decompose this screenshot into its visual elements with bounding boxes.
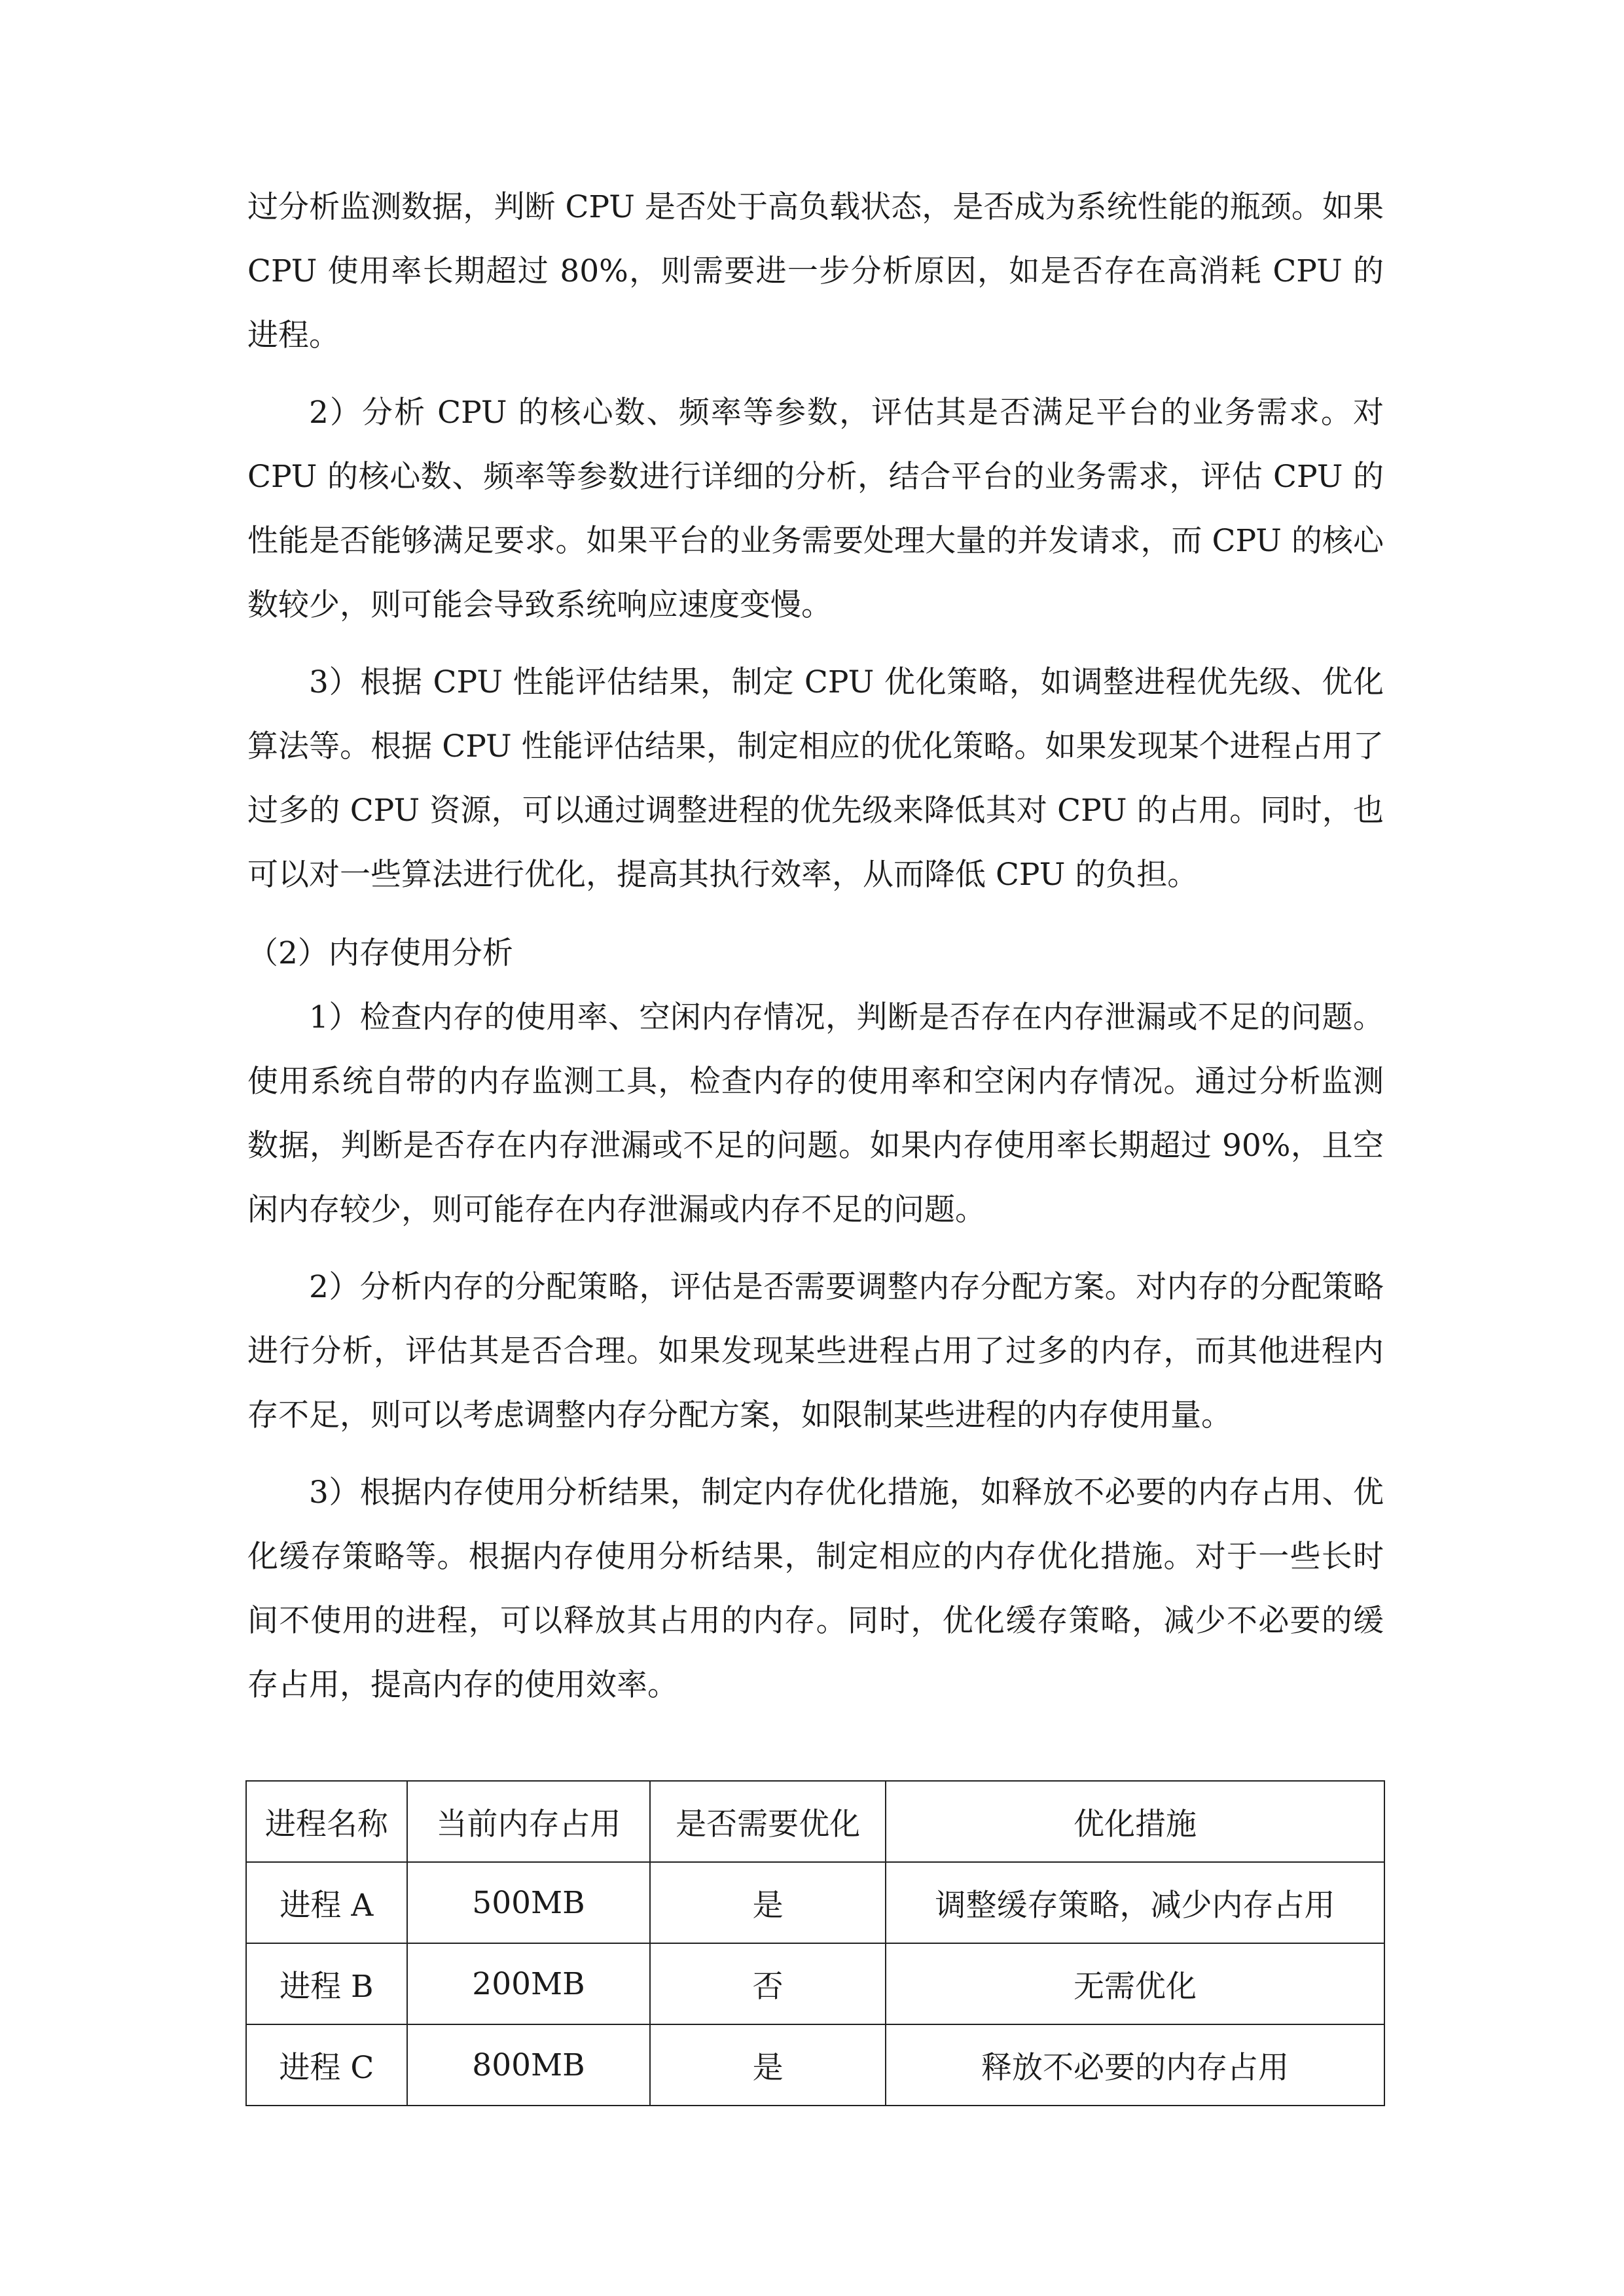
- cell-process-name: 进程 A: [246, 1862, 407, 1943]
- cell-process-name: 进程 B: [246, 1943, 407, 2024]
- cell-optimization-measure: 释放不必要的内存占用: [886, 2024, 1384, 2106]
- table-row: [246, 1862, 1384, 1943]
- header-process-name: 进程名称: [246, 1781, 407, 1862]
- memory-section-heading: （2）内存使用分析: [247, 935, 513, 971]
- cell-optimization-measure: 无需优化: [886, 1943, 1384, 2024]
- header-memory-usage: 当前内存占用: [407, 1781, 651, 1862]
- cell-memory-usage: 500MB: [407, 1862, 651, 1943]
- cell-needs-optimization: 是: [650, 2024, 886, 2106]
- cell-needs-optimization: 否: [650, 1943, 886, 2024]
- table-row: [246, 2024, 1384, 2106]
- cell-memory-usage: 800MB: [407, 2024, 651, 2106]
- table-header-row: [246, 1781, 1384, 1862]
- document-body: [247, 175, 1384, 1717]
- header-optimization-measure: 优化措施: [886, 1781, 1384, 1862]
- cpu-paragraph-continuation: 过分析监测数据，判断 CPU 是否处于高负载状态，是否成为系统性能的瓶颈。如果 CPU 使用率长期超过 80%，则需要进一步分析原因，如是否存在高消耗 CPU 的进程。: [247, 189, 1384, 353]
- memory-paragraph-1: 1）检查内存的使用率、空闲内存情况，判断是否存在内存泄漏或不足的问题。使用系统自带的内存监测工具，检查内存的使用率和空闲内存情况。通过分析监测数据，判断是否存在内存泄漏或不足的问题。如果内存使用率长期超过 90%，且空闲内存较少，则可能存在内存泄漏或内存不足的问题。: [247, 999, 1384, 1228]
- memory-paragraph-3: 3）根据内存使用分析结果，制定内存优化措施，如释放不必要的内存占用、优化缓存策略等。根据内存使用分析结果，制定相应的内存优化措施。对于一些长时间不使用的进程，可以释放其占用的内存。同时，优化缓存策略，减少不必要的缓存占用，提高内存的使用效率。: [247, 1475, 1384, 1703]
- memory-paragraph-2: 2）分析内存的分配策略，评估是否需要调整内存分配方案。对内存的分配策略进行分析，评估其是否合理。如果发现某些进程占用了过多的内存，而其他进程内存不足，则可以考虑调整内存分配方案，如限制某些进程的内存使用量。: [247, 1269, 1384, 1433]
- cpu-paragraph-3: 3）根据 CPU 性能评估结果，制定 CPU 优化策略，如调整进程优先级、优化算法等。根据 CPU 性能评估结果，制定相应的优化策略。如果发现某个进程占用了过多的 CPU 资源，可以通过调整进程的优先级来降低其对 CPU 的占用。同时，也可以对一些算法进行优化，提高其执行效率，从而降低 CPU 的负担。: [247, 664, 1384, 893]
- cell-memory-usage: 200MB: [407, 1943, 651, 2024]
- cell-needs-optimization: 是: [650, 1862, 886, 1943]
- cell-optimization-measure: 调整缓存策略，减少内存占用: [886, 1862, 1384, 1943]
- header-needs-optimization: 是否需要优化: [650, 1781, 886, 1862]
- table-row: [246, 1943, 1384, 2024]
- cell-process-name: 进程 C: [246, 2024, 407, 2106]
- cpu-paragraph-2: 2）分析 CPU 的核心数、频率等参数，评估其是否满足平台的业务需求。对 CPU 的核心数、频率等参数进行详细的分析，结合平台的业务需求，评估 CPU 的性能是否能够满足要求。如果平台的业务需要处理大量的并发请求，而 CPU 的核心数较少，则可能会导致系统响应速度变慢。: [247, 395, 1384, 623]
- process-memory-table: [245, 1780, 1385, 2106]
